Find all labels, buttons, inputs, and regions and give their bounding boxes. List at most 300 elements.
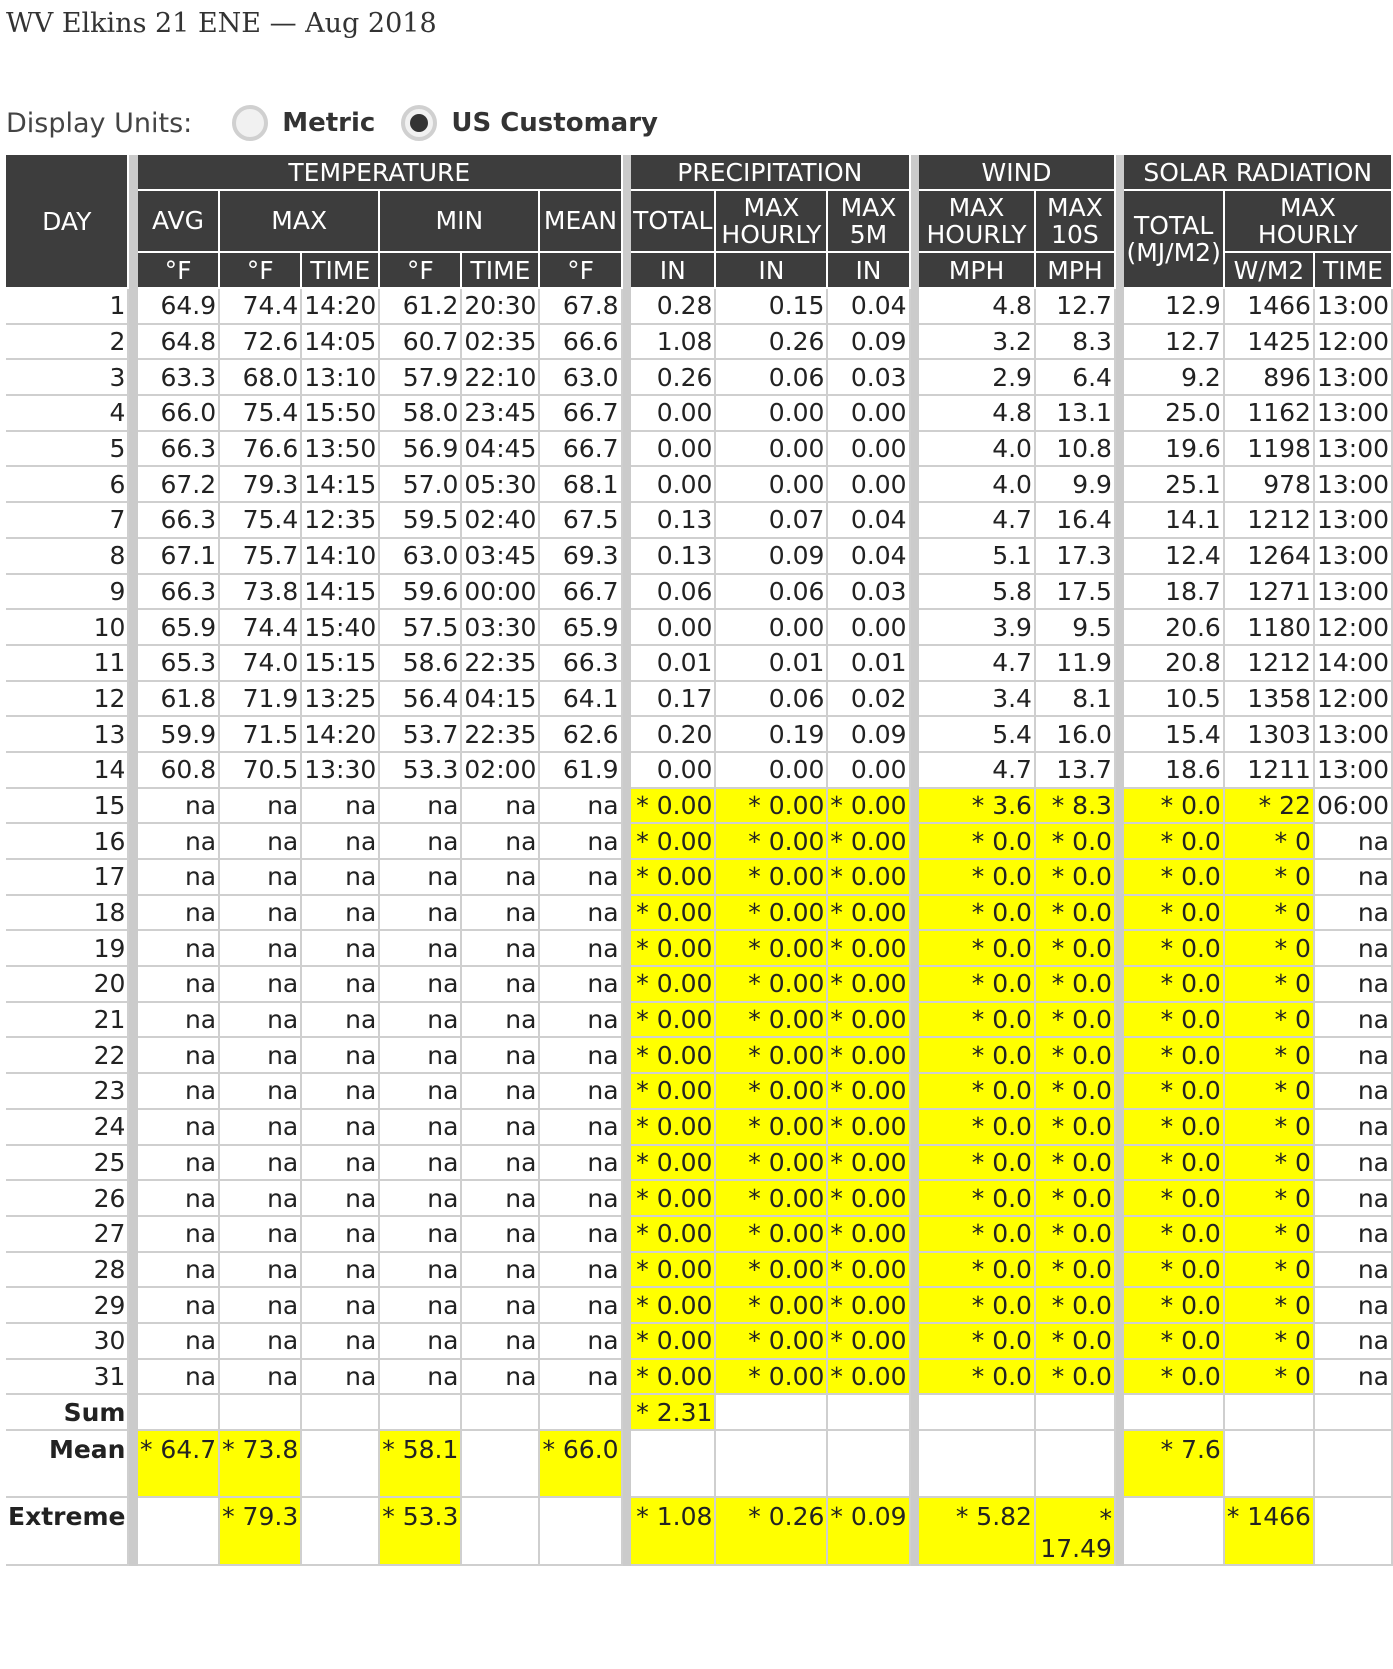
separator bbox=[623, 682, 632, 718]
separator bbox=[911, 325, 920, 361]
data-cell: na bbox=[462, 1288, 540, 1324]
sum-cell: * 2.31 bbox=[631, 1395, 716, 1431]
data-cell: na bbox=[462, 1360, 540, 1396]
separator bbox=[623, 1146, 632, 1182]
us-customary-label[interactable]: US Customary bbox=[451, 108, 658, 138]
data-cell: 0.09 bbox=[828, 717, 910, 753]
us-customary-radio[interactable] bbox=[401, 105, 437, 141]
data-cell: na bbox=[1315, 1217, 1393, 1253]
data-cell: 0.01 bbox=[716, 646, 828, 682]
data-cell: 0.00 bbox=[631, 432, 716, 468]
separator bbox=[129, 1324, 138, 1360]
data-cell: 66.7 bbox=[540, 396, 622, 432]
mean-cell bbox=[302, 1431, 380, 1498]
data-cell: na bbox=[462, 1074, 540, 1110]
table-row bbox=[6, 646, 1393, 682]
data-cell: * 3.6 bbox=[919, 789, 1036, 825]
data-cell: 6.4 bbox=[1036, 360, 1116, 396]
extreme-cell: * 1.08 bbox=[631, 1498, 716, 1566]
separator bbox=[911, 1360, 920, 1396]
data-cell: 13:25 bbox=[302, 682, 380, 718]
data-cell: 0.06 bbox=[631, 575, 716, 611]
data-cell: 4.8 bbox=[919, 396, 1036, 432]
separator bbox=[623, 1395, 632, 1431]
data-cell: 0.00 bbox=[716, 753, 828, 789]
data-cell: * 0.00 bbox=[716, 1324, 828, 1360]
data-cell: na bbox=[220, 1003, 302, 1039]
separator bbox=[911, 289, 920, 325]
data-cell: * 0.00 bbox=[631, 1003, 716, 1039]
data-cell: 4.7 bbox=[919, 646, 1036, 682]
data-cell: * 0.00 bbox=[828, 1253, 910, 1289]
separator bbox=[623, 1360, 632, 1396]
data-cell: 4.0 bbox=[919, 467, 1036, 503]
data-cell: * 0.00 bbox=[828, 967, 910, 1003]
data-cell: 0.04 bbox=[828, 289, 910, 325]
data-cell: na bbox=[302, 860, 380, 896]
data-cell: * 0 bbox=[1225, 1181, 1315, 1217]
data-cell: 13:00 bbox=[1315, 717, 1393, 753]
separator bbox=[129, 396, 138, 432]
separator bbox=[1116, 789, 1125, 825]
data-cell: 13:00 bbox=[1315, 753, 1393, 789]
data-cell: 4.0 bbox=[919, 432, 1036, 468]
data-cell: 4.7 bbox=[919, 753, 1036, 789]
data-cell: na bbox=[138, 1324, 220, 1360]
radio-selected-dot bbox=[410, 114, 428, 132]
separator bbox=[1116, 1360, 1125, 1396]
mean-cell bbox=[462, 1431, 540, 1498]
data-cell: na bbox=[302, 1110, 380, 1146]
data-cell: * 0.00 bbox=[828, 824, 910, 860]
separator bbox=[911, 1253, 920, 1289]
data-cell: * 0.00 bbox=[716, 1146, 828, 1182]
data-cell: 00:00 bbox=[462, 575, 540, 611]
data-cell: 10.8 bbox=[1036, 432, 1116, 468]
data-cell: * 0.00 bbox=[716, 860, 828, 896]
unit-mph: MPH bbox=[1036, 253, 1116, 289]
data-cell: * 0.0 bbox=[1124, 1038, 1224, 1074]
data-cell: * 0.0 bbox=[1124, 789, 1224, 825]
data-cell: na bbox=[380, 1253, 462, 1289]
separator bbox=[1116, 396, 1125, 432]
day-cell: 12 bbox=[6, 682, 129, 718]
separator bbox=[623, 1324, 632, 1360]
data-cell: na bbox=[1315, 896, 1393, 932]
data-cell: * 0.00 bbox=[828, 931, 910, 967]
separator bbox=[129, 1003, 138, 1039]
data-cell: 0.19 bbox=[716, 717, 828, 753]
data-cell: na bbox=[540, 1038, 622, 1074]
data-cell: * 0.00 bbox=[828, 1146, 910, 1182]
data-cell: * 0 bbox=[1225, 1110, 1315, 1146]
separator bbox=[623, 1074, 632, 1110]
data-cell: 1358 bbox=[1225, 682, 1315, 718]
data-cell: 76.6 bbox=[220, 432, 302, 468]
data-cell: * 0.0 bbox=[1036, 860, 1116, 896]
sum-cell bbox=[138, 1395, 220, 1431]
data-cell: * 0.0 bbox=[1036, 1360, 1116, 1396]
data-cell: * 0.00 bbox=[631, 896, 716, 932]
table-row bbox=[6, 325, 1393, 361]
data-cell: na bbox=[220, 1360, 302, 1396]
data-cell: 20:30 bbox=[462, 289, 540, 325]
separator bbox=[911, 1146, 920, 1182]
data-cell: na bbox=[380, 1146, 462, 1182]
separator bbox=[129, 360, 138, 396]
data-cell: 60.7 bbox=[380, 325, 462, 361]
separator bbox=[1116, 1217, 1125, 1253]
data-cell: 4.7 bbox=[919, 503, 1036, 539]
data-cell: * 0.0 bbox=[1036, 1181, 1116, 1217]
data-cell: 0.13 bbox=[631, 539, 716, 575]
data-cell: * 0.00 bbox=[828, 789, 910, 825]
data-cell: * 0.00 bbox=[631, 860, 716, 896]
data-cell: 9.2 bbox=[1124, 360, 1224, 396]
data-cell: na bbox=[380, 1110, 462, 1146]
data-cell: na bbox=[540, 860, 622, 896]
data-cell: na bbox=[380, 1217, 462, 1253]
extreme-cell: * 0.09 bbox=[828, 1498, 910, 1566]
separator bbox=[623, 467, 632, 503]
data-cell: 25.0 bbox=[1124, 396, 1224, 432]
separator bbox=[911, 967, 920, 1003]
data-cell: 72.6 bbox=[220, 325, 302, 361]
sum-row bbox=[6, 1395, 1393, 1431]
data-cell: 60.8 bbox=[138, 753, 220, 789]
separator bbox=[911, 1110, 920, 1146]
separator bbox=[1116, 432, 1125, 468]
data-cell: 13:00 bbox=[1315, 360, 1393, 396]
day-cell: 13 bbox=[6, 717, 129, 753]
data-cell: 04:45 bbox=[462, 432, 540, 468]
data-cell: 66.6 bbox=[540, 325, 622, 361]
mean-cell: * 7.6 bbox=[1124, 1431, 1224, 1498]
data-cell: * 0.0 bbox=[1036, 967, 1116, 1003]
data-cell: na bbox=[138, 1146, 220, 1182]
table-row bbox=[6, 682, 1393, 718]
data-cell: na bbox=[220, 896, 302, 932]
data-cell: na bbox=[138, 1253, 220, 1289]
data-cell: 74.4 bbox=[220, 610, 302, 646]
data-cell: na bbox=[540, 1324, 622, 1360]
separator bbox=[1116, 1181, 1125, 1217]
data-cell: 66.3 bbox=[138, 575, 220, 611]
separator bbox=[911, 860, 920, 896]
data-cell: 0.07 bbox=[716, 503, 828, 539]
day-cell: 3 bbox=[6, 360, 129, 396]
data-cell: 13:00 bbox=[1315, 539, 1393, 575]
data-cell: 65.9 bbox=[138, 610, 220, 646]
separator bbox=[1116, 1110, 1125, 1146]
data-cell: 71.5 bbox=[220, 717, 302, 753]
data-cell: * 0.00 bbox=[716, 1253, 828, 1289]
separator bbox=[911, 1288, 920, 1324]
data-cell: 0.06 bbox=[716, 682, 828, 718]
data-cell: 61.9 bbox=[540, 753, 622, 789]
data-cell: 5.1 bbox=[919, 539, 1036, 575]
separator bbox=[623, 1431, 632, 1498]
separator bbox=[1116, 503, 1125, 539]
data-cell: na bbox=[302, 1074, 380, 1110]
avg-header: AVG bbox=[138, 191, 220, 253]
data-cell: 66.3 bbox=[138, 503, 220, 539]
data-cell: 10.5 bbox=[1124, 682, 1224, 718]
separator bbox=[1116, 753, 1125, 789]
data-cell: na bbox=[138, 931, 220, 967]
data-cell: na bbox=[380, 931, 462, 967]
extreme-cell bbox=[138, 1498, 220, 1566]
data-cell: 0.17 bbox=[631, 682, 716, 718]
data-cell: na bbox=[302, 896, 380, 932]
day-cell: 22 bbox=[6, 1038, 129, 1074]
data-cell: 1303 bbox=[1225, 717, 1315, 753]
data-cell: na bbox=[1315, 1110, 1393, 1146]
data-cell: 04:15 bbox=[462, 682, 540, 718]
separator bbox=[623, 1253, 632, 1289]
data-cell: 14:15 bbox=[302, 575, 380, 611]
data-cell: na bbox=[462, 896, 540, 932]
data-cell: * 0.0 bbox=[1124, 1074, 1224, 1110]
data-cell: 64.1 bbox=[540, 682, 622, 718]
metric-radio[interactable] bbox=[232, 105, 268, 141]
data-cell: na bbox=[380, 1360, 462, 1396]
table-row bbox=[6, 1253, 1393, 1289]
data-cell: na bbox=[380, 896, 462, 932]
data-cell: 18.7 bbox=[1124, 575, 1224, 611]
data-cell: * 0 bbox=[1225, 967, 1315, 1003]
data-cell: na bbox=[302, 1181, 380, 1217]
sum-cell bbox=[1036, 1395, 1116, 1431]
separator bbox=[129, 1395, 138, 1431]
data-cell: 18.6 bbox=[1124, 753, 1224, 789]
data-cell: 75.4 bbox=[220, 503, 302, 539]
data-cell: na bbox=[462, 1110, 540, 1146]
data-cell: 0.20 bbox=[631, 717, 716, 753]
data-cell: na bbox=[302, 1288, 380, 1324]
data-cell: na bbox=[138, 1360, 220, 1396]
data-cell: 66.7 bbox=[540, 575, 622, 611]
data-cell: na bbox=[302, 967, 380, 1003]
data-cell: * 0.00 bbox=[631, 1288, 716, 1324]
data-cell: * 0 bbox=[1225, 1074, 1315, 1110]
data-cell: 61.2 bbox=[380, 289, 462, 325]
day-cell: 28 bbox=[6, 1253, 129, 1289]
mean-cell: * 73.8 bbox=[220, 1431, 302, 1498]
table-row bbox=[6, 1217, 1393, 1253]
data-cell: 17.3 bbox=[1036, 539, 1116, 575]
separator bbox=[1116, 717, 1125, 753]
sum-cell bbox=[1315, 1395, 1393, 1431]
mean-cell bbox=[716, 1431, 828, 1498]
extreme-cell bbox=[1124, 1498, 1224, 1566]
mean-cell: * 66.0 bbox=[540, 1431, 622, 1498]
data-cell: na bbox=[302, 1146, 380, 1182]
table-row bbox=[6, 1146, 1393, 1182]
table-row bbox=[6, 1074, 1393, 1110]
separator bbox=[1116, 467, 1125, 503]
data-cell: na bbox=[462, 1217, 540, 1253]
min-header: MIN bbox=[380, 191, 540, 253]
data-cell: 69.3 bbox=[540, 539, 622, 575]
data-cell: 57.9 bbox=[380, 360, 462, 396]
separator bbox=[623, 432, 632, 468]
separator bbox=[129, 860, 138, 896]
data-cell: * 0.00 bbox=[828, 1288, 910, 1324]
data-cell: na bbox=[1315, 1146, 1393, 1182]
data-cell: na bbox=[540, 1003, 622, 1039]
data-cell: 0.01 bbox=[631, 646, 716, 682]
day-cell: 2 bbox=[6, 325, 129, 361]
table-row bbox=[6, 717, 1393, 753]
data-cell: * 0 bbox=[1225, 1288, 1315, 1324]
separator bbox=[129, 1146, 138, 1182]
data-cell: * 0.00 bbox=[631, 1360, 716, 1396]
data-cell: na bbox=[540, 1074, 622, 1110]
data-cell: * 0.0 bbox=[1036, 1038, 1116, 1074]
separator bbox=[911, 789, 920, 825]
data-cell: * 0.0 bbox=[919, 1110, 1036, 1146]
separator bbox=[1116, 155, 1125, 289]
data-cell: 0.00 bbox=[716, 396, 828, 432]
data-cell: 1425 bbox=[1225, 325, 1315, 361]
data-cell: * 0.0 bbox=[919, 1038, 1036, 1074]
table-row bbox=[6, 789, 1393, 825]
separator bbox=[911, 1003, 920, 1039]
extreme-cell: * 79.3 bbox=[220, 1498, 302, 1566]
data-cell: 56.9 bbox=[380, 432, 462, 468]
separator bbox=[623, 1003, 632, 1039]
data-cell: 0.02 bbox=[828, 682, 910, 718]
separator bbox=[623, 1498, 632, 1566]
separator bbox=[623, 575, 632, 611]
data-cell: na bbox=[302, 1217, 380, 1253]
data-cell: * 0.00 bbox=[716, 931, 828, 967]
max-5m-header: MAX 5M bbox=[828, 191, 910, 253]
data-cell: na bbox=[380, 824, 462, 860]
data-cell: * 0.0 bbox=[919, 1360, 1036, 1396]
separator bbox=[911, 396, 920, 432]
table-row bbox=[6, 1288, 1393, 1324]
wind-header: WIND bbox=[919, 155, 1116, 191]
data-cell: 978 bbox=[1225, 467, 1315, 503]
data-cell: * 0.0 bbox=[1036, 1074, 1116, 1110]
data-cell: 79.3 bbox=[220, 467, 302, 503]
separator bbox=[911, 432, 920, 468]
data-cell: 59.6 bbox=[380, 575, 462, 611]
data-cell: 13:00 bbox=[1315, 467, 1393, 503]
data-cell: na bbox=[380, 1003, 462, 1039]
separator bbox=[911, 575, 920, 611]
extreme-cell: * 0.26 bbox=[716, 1498, 828, 1566]
day-cell: 14 bbox=[6, 753, 129, 789]
data-cell: * 0 bbox=[1225, 824, 1315, 860]
data-cell: 0.06 bbox=[716, 360, 828, 396]
max-10s-header: MAX 10S bbox=[1036, 191, 1116, 253]
separator bbox=[911, 682, 920, 718]
estimate-marker: * bbox=[1099, 1504, 1112, 1534]
separator bbox=[1116, 360, 1125, 396]
data-cell: na bbox=[220, 1074, 302, 1110]
solar-header: SOLAR RADIATION bbox=[1124, 155, 1393, 191]
separator bbox=[1116, 646, 1125, 682]
unit-time: TIME bbox=[462, 253, 540, 289]
separator bbox=[911, 1395, 920, 1431]
mean-cell bbox=[828, 1431, 910, 1498]
data-cell: 12.4 bbox=[1124, 539, 1224, 575]
data-cell: 9.9 bbox=[1036, 467, 1116, 503]
data-cell: 70.5 bbox=[220, 753, 302, 789]
separator bbox=[1116, 1038, 1125, 1074]
mean-cell: * 58.1 bbox=[380, 1431, 462, 1498]
data-cell: na bbox=[1315, 1003, 1393, 1039]
data-cell: 15:40 bbox=[302, 610, 380, 646]
data-cell: * 0.00 bbox=[828, 1110, 910, 1146]
data-cell: * 0.0 bbox=[1124, 931, 1224, 967]
unit-in: IN bbox=[631, 253, 716, 289]
data-cell: * 0.00 bbox=[716, 1074, 828, 1110]
separator bbox=[911, 467, 920, 503]
data-cell: na bbox=[380, 1038, 462, 1074]
separator bbox=[129, 289, 138, 325]
separator bbox=[623, 717, 632, 753]
data-cell: * 0.0 bbox=[1036, 1110, 1116, 1146]
separator bbox=[129, 896, 138, 932]
metric-label[interactable]: Metric bbox=[282, 108, 376, 138]
sum-cell bbox=[302, 1395, 380, 1431]
data-cell: * 0.0 bbox=[1124, 1003, 1224, 1039]
separator bbox=[1116, 967, 1125, 1003]
data-cell: 57.5 bbox=[380, 610, 462, 646]
data-cell: 0.28 bbox=[631, 289, 716, 325]
separator bbox=[623, 753, 632, 789]
day-cell: 15 bbox=[6, 789, 129, 825]
data-cell: * 0.0 bbox=[919, 1217, 1036, 1253]
data-cell: na bbox=[380, 860, 462, 896]
separator bbox=[911, 931, 920, 967]
separator bbox=[1116, 1253, 1125, 1289]
separator bbox=[129, 325, 138, 361]
data-cell: * 0.00 bbox=[631, 1038, 716, 1074]
solar-max-hourly-header: MAX HOURLY bbox=[1225, 191, 1393, 253]
data-cell: 1212 bbox=[1225, 503, 1315, 539]
data-cell: * 0.00 bbox=[828, 860, 910, 896]
data-cell: 13:00 bbox=[1315, 503, 1393, 539]
data-cell: 14:10 bbox=[302, 539, 380, 575]
data-cell: 13.7 bbox=[1036, 753, 1116, 789]
data-cell: * 0.0 bbox=[919, 1074, 1036, 1110]
data-cell: * 0.0 bbox=[1036, 824, 1116, 860]
data-cell: 0.15 bbox=[716, 289, 828, 325]
data-cell: 71.9 bbox=[220, 682, 302, 718]
data-cell: 0.06 bbox=[716, 575, 828, 611]
data-cell: * 0.0 bbox=[1036, 1217, 1116, 1253]
separator bbox=[911, 1074, 920, 1110]
extreme-cell bbox=[1036, 1498, 1116, 1566]
data-cell: * 0.0 bbox=[1124, 896, 1224, 932]
data-cell: 15:50 bbox=[302, 396, 380, 432]
data-cell: na bbox=[462, 789, 540, 825]
data-cell: 58.6 bbox=[380, 646, 462, 682]
separator bbox=[623, 539, 632, 575]
data-cell: na bbox=[138, 824, 220, 860]
separator bbox=[911, 539, 920, 575]
separator bbox=[129, 1360, 138, 1396]
separator bbox=[1116, 575, 1125, 611]
data-cell: 57.0 bbox=[380, 467, 462, 503]
data-cell: na bbox=[380, 1324, 462, 1360]
mean-header: MEAN bbox=[540, 191, 622, 253]
